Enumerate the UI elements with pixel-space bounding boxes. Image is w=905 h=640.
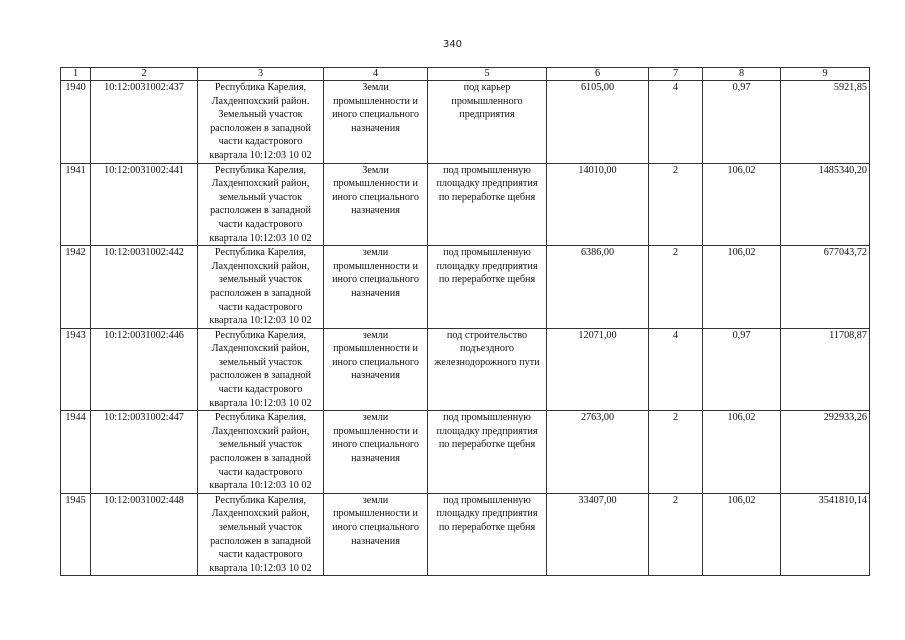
rate-cell: 106,02: [703, 493, 781, 576]
area-cell: 12071,00: [547, 328, 649, 411]
permitted-use-cell: под карьер промышленного предприятия: [428, 81, 547, 164]
code-cell: 4: [649, 81, 703, 164]
table-row: [61, 246, 870, 329]
column-header: 9: [781, 68, 870, 81]
location-cell: Республика Карелия, Лахденпохский район, земельный участок расположен в западной части кадастрового квартала 10:12:03 10 02: [198, 246, 324, 329]
value-cell: 292933,26: [781, 411, 870, 494]
row-number-cell: 1941: [61, 163, 91, 246]
table-row: [61, 328, 870, 411]
cadastral-number-cell: 10:12:0031002:448: [91, 493, 198, 576]
cadastral-number-cell: 10:12:0031002:447: [91, 411, 198, 494]
area-cell: 14010,00: [547, 163, 649, 246]
row-number-cell: 1940: [61, 81, 91, 164]
code-cell: 4: [649, 328, 703, 411]
rate-cell: 0,97: [703, 81, 781, 164]
cadastral-number-cell: 10:12:0031002:441: [91, 163, 198, 246]
land-category-cell: земли промышленности и иного специального назначения: [324, 328, 428, 411]
column-header: 5: [428, 68, 547, 81]
page-number: 340: [442, 39, 463, 50]
value-cell: 677043,72: [781, 246, 870, 329]
permitted-use-cell: под промышленную площадку предприятия по переработке щебня: [428, 411, 547, 494]
land-category-cell: земли промышленности и иного специального назначения: [324, 411, 428, 494]
permitted-use-cell: под промышленную площадку предприятия по переработке щебня: [428, 163, 547, 246]
permitted-use-cell: под строительство подъездного железнодорожного пути: [428, 328, 547, 411]
land-category-cell: Земли промышленности и иного специального назначения: [324, 163, 428, 246]
location-cell: Республика Карелия, Лахденпохский район, земельный участок расположен в западной части кадастрового квартала 10:12:03 10 02: [198, 493, 324, 576]
row-number-cell: 1942: [61, 246, 91, 329]
rate-cell: 0,97: [703, 328, 781, 411]
value-cell: 11708,87: [781, 328, 870, 411]
location-cell: Республика Карелия, Лахденпохский район, земельный участок расположен в западной части кадастрового квартала 10:12:03 10 02: [198, 163, 324, 246]
location-cell: Республика Карелия, Лахденпохский район, земельный участок расположен в западной части кадастрового квартала 10:12:03 10 02: [198, 328, 324, 411]
row-number-cell: 1943: [61, 328, 91, 411]
table-row: [61, 493, 870, 576]
column-header: 3: [198, 68, 324, 81]
row-number-cell: 1945: [61, 493, 91, 576]
value-cell: 3541810,14: [781, 493, 870, 576]
column-header: 4: [324, 68, 428, 81]
table-row: [61, 411, 870, 494]
code-cell: 2: [649, 246, 703, 329]
value-cell: 1485340,20: [781, 163, 870, 246]
land-registry-table: [60, 67, 870, 576]
code-cell: 2: [649, 411, 703, 494]
column-header: 2: [91, 68, 198, 81]
area-cell: 6386,00: [547, 246, 649, 329]
area-cell: 6105,00: [547, 81, 649, 164]
code-cell: 2: [649, 493, 703, 576]
column-header: 7: [649, 68, 703, 81]
cadastral-number-cell: 10:12:0031002:442: [91, 246, 198, 329]
permitted-use-cell: под промышленную площадку предприятия по переработке щебня: [428, 493, 547, 576]
column-header: 1: [61, 68, 91, 81]
location-cell: Республика Карелия, Лахденпохский район. Земельный участок расположен в западной части кадастрового квартала 10:12:03 10 02: [198, 81, 324, 164]
land-category-cell: земли промышленности и иного специального назначения: [324, 246, 428, 329]
rate-cell: 106,02: [703, 411, 781, 494]
permitted-use-cell: под промышленную площадку предприятия по переработке щебня: [428, 246, 547, 329]
rate-cell: 106,02: [703, 246, 781, 329]
row-number-cell: 1944: [61, 411, 91, 494]
land-category-cell: земли промышленности и иного специального назначения: [324, 493, 428, 576]
table-row: [61, 81, 870, 164]
table-row: [61, 163, 870, 246]
column-header: 8: [703, 68, 781, 81]
column-header: 6: [547, 68, 649, 81]
land-category-cell: Земли промышленности и иного специального назначения: [324, 81, 428, 164]
area-cell: 2763,00: [547, 411, 649, 494]
value-cell: 5921,85: [781, 81, 870, 164]
rate-cell: 106,02: [703, 163, 781, 246]
cadastral-number-cell: 10:12:0031002:446: [91, 328, 198, 411]
area-cell: 33407,00: [547, 493, 649, 576]
location-cell: Республика Карелия, Лахденпохский район, земельный участок расположен в западной части кадастрового квартала 10:12:03 10 02: [198, 411, 324, 494]
code-cell: 2: [649, 163, 703, 246]
cadastral-number-cell: 10:12:0031002:437: [91, 81, 198, 164]
header-row: [61, 68, 870, 81]
